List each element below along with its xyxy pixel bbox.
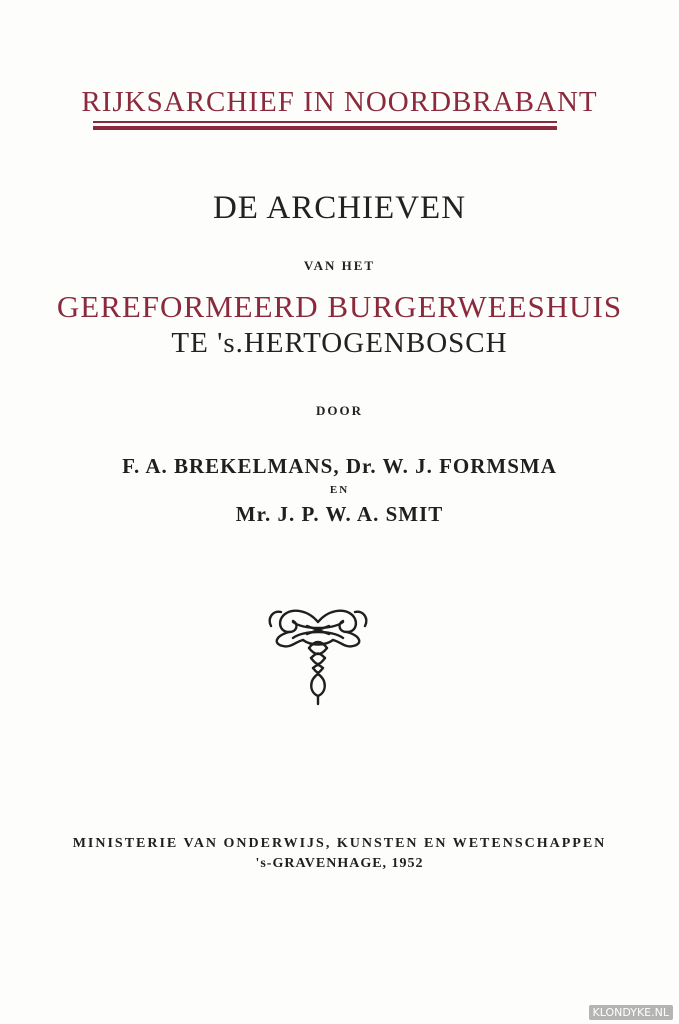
watermark-logo: KLONDYKE.NL xyxy=(589,1005,673,1020)
imprint-line: 's-GRAVENHAGE, 1952 xyxy=(255,856,424,871)
series-heading: RIJKSARCHIEF IN NOORDBRABANT xyxy=(81,86,598,118)
authors-line-1: F. A. BREKELMANS, Dr. W. J. FORMSMA xyxy=(122,454,557,478)
header-rule-thin xyxy=(93,121,557,123)
book-subject: GEREFORMEERD BURGERWEESHUIS xyxy=(56,289,623,324)
title-connector: VAN HET xyxy=(303,258,376,273)
authors-line-2: Mr. J. P. W. A. SMIT xyxy=(235,502,444,526)
book-title: DE ARCHIEVEN xyxy=(212,190,467,226)
by-label: DOOR xyxy=(316,403,363,418)
ornament-icon xyxy=(263,600,373,710)
book-place: TE 's.HERTOGENBOSCH xyxy=(171,327,508,359)
and-label: EN xyxy=(329,484,350,496)
publisher-line: MINISTERIE VAN ONDERWIJS, KUNSTEN EN WETENSCHAPPEN xyxy=(72,836,607,851)
header-rule-thick xyxy=(93,126,557,130)
